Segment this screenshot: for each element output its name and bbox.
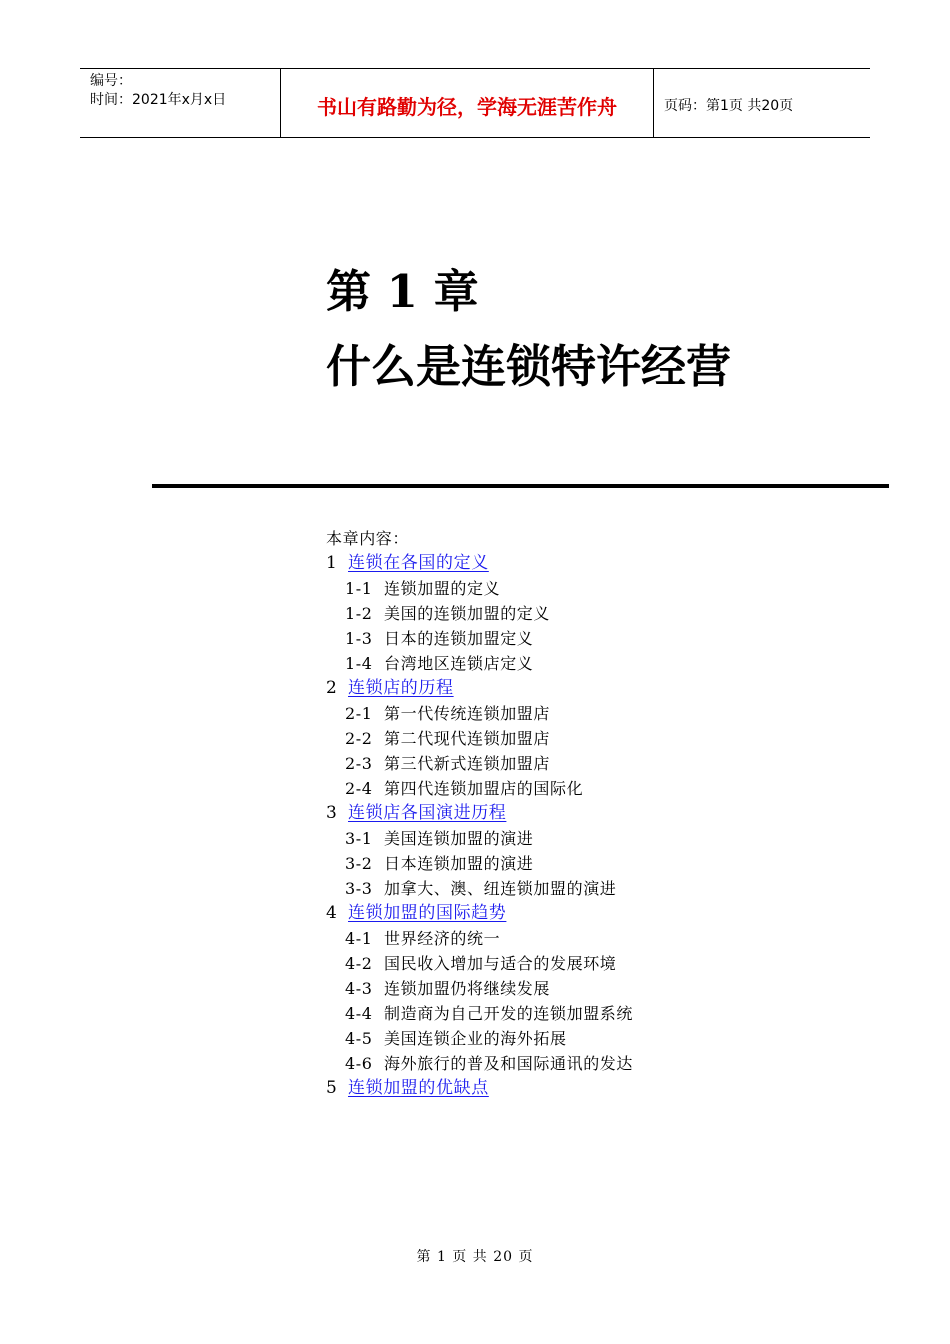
toc-subsection-number: 4-3 <box>345 979 373 998</box>
toc-subsection-title: 海外旅行的普及和国际通讯的发达 <box>384 1054 634 1073</box>
toc-subsection-number: 1-1 <box>345 579 373 598</box>
toc-subsection-title: 连锁加盟的定义 <box>384 579 501 598</box>
toc-subsection-number: 4-4 <box>345 1004 373 1023</box>
serial-label: 编号： <box>90 73 132 89</box>
toc-subsection <box>326 1051 633 1076</box>
toc-subsection <box>326 776 633 801</box>
toc-section-link[interactable]: 连锁加盟的国际趋势 <box>348 903 507 923</box>
toc-subsection-title: 加拿大、澳、纽连锁加盟的演进 <box>384 879 617 898</box>
toc-subsection <box>326 751 633 776</box>
toc-subsection <box>326 951 633 976</box>
toc-subsection-title: 日本的连锁加盟定义 <box>384 629 534 648</box>
toc-subsection-title: 第二代现代连锁加盟店 <box>384 729 551 748</box>
toc-subsection-number: 2-4 <box>345 779 373 798</box>
toc-subsection-title: 世界经济的统一 <box>384 929 501 948</box>
toc-section <box>326 901 633 926</box>
toc-subsection-number: 4-1 <box>345 929 373 948</box>
chapter-divider <box>152 484 889 488</box>
toc-heading: 本章内容： <box>326 529 410 548</box>
toc-subsection-title: 美国的连锁加盟的定义 <box>384 604 551 623</box>
toc-subsection <box>326 701 633 726</box>
toc-subsection-title: 制造商为自己开发的连锁加盟系统 <box>384 1004 634 1023</box>
toc-section-link[interactable]: 连锁加盟的优缺点 <box>348 1078 489 1098</box>
toc-subsection-number: 1-3 <box>345 629 373 648</box>
header-meta-cell <box>80 69 281 137</box>
toc-subsection-number: 4-5 <box>345 1029 373 1048</box>
toc-subsection <box>326 876 633 901</box>
toc-subsection <box>326 826 633 851</box>
toc-section-number: 4 <box>326 903 338 923</box>
toc-subsection-number: 4-6 <box>345 1054 373 1073</box>
toc-subsection <box>326 651 633 676</box>
toc-subsection <box>326 626 633 651</box>
toc-subsection-number: 2-1 <box>345 704 373 723</box>
table-of-contents <box>326 526 633 1101</box>
toc-subsection-number: 4-2 <box>345 954 373 973</box>
toc-subsection-title: 国民收入增加与适合的发展环境 <box>384 954 617 973</box>
toc-subsection-title: 美国连锁加盟的演进 <box>384 829 534 848</box>
toc-subsection-number: 2-2 <box>345 729 373 748</box>
toc-section-link[interactable]: 连锁店各国演进历程 <box>348 803 507 823</box>
motto-text: 书山有路勤为径，学海无涯苦作舟 <box>317 94 617 119</box>
header-motto-cell <box>281 69 654 137</box>
toc-subsection <box>326 1001 633 1026</box>
toc-subsection-number: 1-2 <box>345 604 373 623</box>
page-header <box>80 68 870 138</box>
toc-section <box>326 801 633 826</box>
toc-section <box>326 676 633 701</box>
toc-subsection-title: 第三代新式连锁加盟店 <box>384 754 551 773</box>
page-footer: 第 1 页 共 20 页 <box>416 1249 534 1265</box>
toc-subsection <box>326 601 633 626</box>
toc-subsection-number: 3-3 <box>345 879 373 898</box>
toc-subsection-title: 日本连锁加盟的演进 <box>384 854 534 873</box>
toc-section <box>326 1076 633 1101</box>
toc-subsection-number: 2-3 <box>345 754 373 773</box>
toc-section <box>326 551 633 576</box>
page-info: 页码：第1页 共20页 <box>664 97 794 114</box>
toc-section-number: 2 <box>326 678 338 698</box>
date-label: 时间：2021年x月x日 <box>90 92 227 108</box>
toc-subsection-title: 连锁加盟仍将继续发展 <box>384 979 551 998</box>
toc-subsection <box>326 926 633 951</box>
toc-section-number: 1 <box>326 553 338 573</box>
toc-section-number: 3 <box>326 803 338 823</box>
toc-subsection <box>326 976 633 1001</box>
toc-subsection-title: 第四代连锁加盟店的国际化 <box>384 779 584 798</box>
header-page-cell <box>654 69 870 137</box>
toc-list <box>326 551 633 1101</box>
toc-section-link[interactable]: 连锁店的历程 <box>348 678 454 698</box>
toc-section-link[interactable]: 连锁在各国的定义 <box>348 553 489 573</box>
toc-subsection <box>326 576 633 601</box>
toc-subsection-number: 3-1 <box>345 829 373 848</box>
chapter-title: 什么是连锁特许经营 <box>326 340 732 393</box>
toc-subsection-number: 1-4 <box>345 654 373 673</box>
toc-subsection-title: 台湾地区连锁店定义 <box>384 654 534 673</box>
toc-subsection-title: 第一代传统连锁加盟店 <box>384 704 551 723</box>
toc-subsection <box>326 726 633 751</box>
toc-subsection-number: 3-2 <box>345 854 373 873</box>
toc-subsection <box>326 851 633 876</box>
chapter-number: 第 1 章 <box>326 265 479 318</box>
toc-section-number: 5 <box>326 1078 338 1098</box>
toc-subsection <box>326 1026 633 1051</box>
toc-subsection-title: 美国连锁企业的海外拓展 <box>384 1029 567 1048</box>
